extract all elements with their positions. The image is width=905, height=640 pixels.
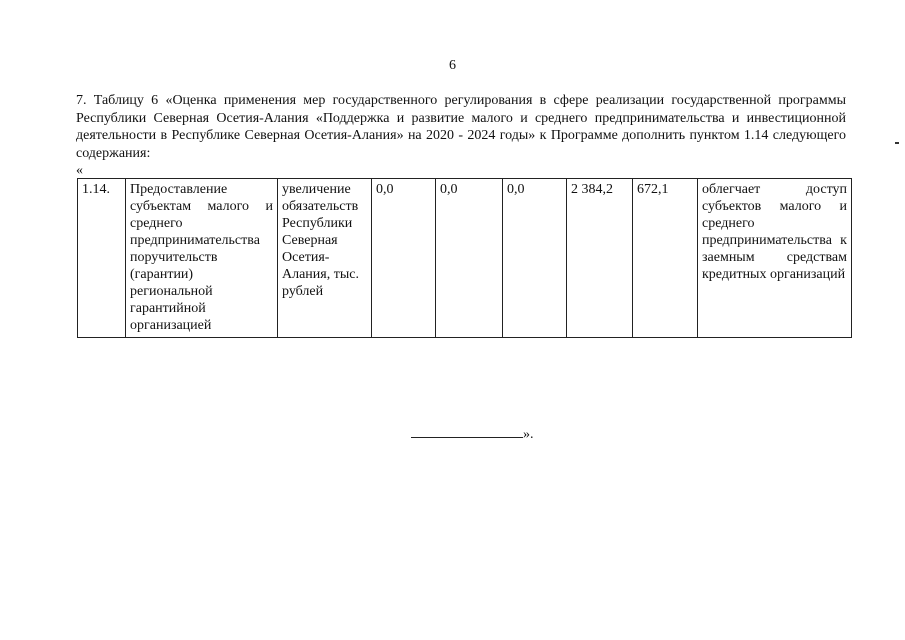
signature-underline — [411, 425, 523, 438]
value-5: 672,1 — [637, 182, 669, 197]
measure-text: Предоставление субъектам малого и среднего предпринимательства поручительств (гарантии) региональной гарантийной организацией — [130, 182, 273, 333]
row-number-cell — [78, 179, 126, 338]
amendment-paragraph: 7. Таблицу 6 «Оценка применения мер государственного регулирования в сфере реализации государственной программы Республики Северная Осетия-Алания «Поддержка и развитие малого и среднего предпринимательства и инвестиционной деятельности в Республике Северная Осетия-Алания» на 2020 - 2024 годы» к Программе дополнить пунктом 1.14 следующего содержания: — [76, 93, 846, 161]
description-text: облегчает доступ субъектов малого и среднего предпринимательства к заемным средствам кредитных организаций — [702, 182, 847, 282]
description-cell — [698, 179, 852, 338]
indicator-text: увеличение обязательств Республики Северная Осетия-Алания, тыс. рублей — [282, 182, 359, 299]
scan-edge-mark — [895, 142, 899, 144]
value-cell — [372, 179, 436, 338]
closing-line — [411, 425, 534, 443]
closing-quote: ». — [523, 427, 534, 442]
value-cell — [503, 179, 567, 338]
value-2: 0,0 — [440, 182, 458, 197]
row-number: 1.14. — [82, 182, 110, 197]
page-number: 6 — [449, 58, 456, 73]
regulation-table — [77, 178, 852, 338]
value-cell — [567, 179, 633, 338]
indicator-cell — [278, 179, 372, 338]
measure-cell — [126, 179, 278, 338]
value-4: 2 384,2 — [571, 182, 613, 197]
value-cell — [633, 179, 698, 338]
opening-quote: « — [76, 163, 83, 178]
table-row — [78, 179, 852, 338]
value-cell — [436, 179, 503, 338]
value-1: 0,0 — [376, 182, 394, 197]
value-3: 0,0 — [507, 182, 525, 197]
